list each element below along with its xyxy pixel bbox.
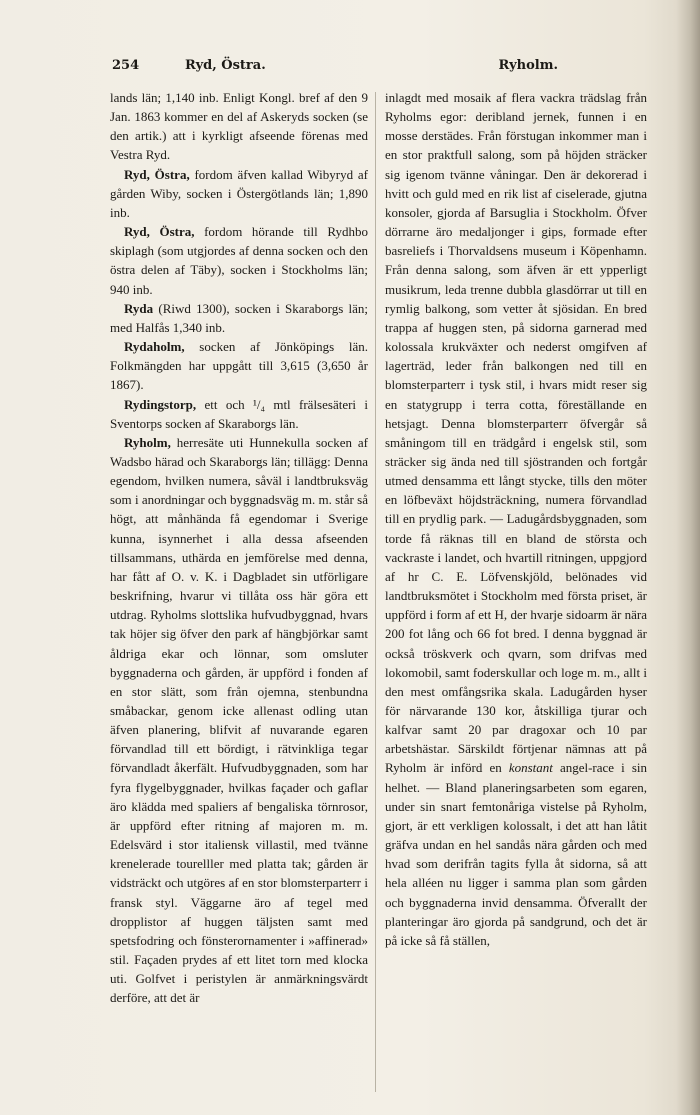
entry-ryd-ostra-1 [110,165,368,222]
entry-term: Rydingstorp, [124,396,197,412]
running-header [112,58,558,78]
entry-ryholm [110,433,368,1008]
left-column [110,88,368,1008]
paragraph-text: inlagdt med mosaik af flera vackra trädslag från Ryholms egor: deribland jernek, funnen i en mosse derstädes. Från förstugan inkommer man i en stor praktfull salong, som på höjden sträcker sig igenom tvänne våningar. Den är dekorerad i hvitt och guld med en rik list af ciselerade, gjutna konsoler, gjorda af Barsuglia i Stockholm. Öfver dörrarne äro medaljonger i gips, formade efter basreliefs i Thorvaldsens museum i Köpenhamn. Från denna salong, som äfven är ett ypperligt musikrum, leda trenne dubbla glasdörrar ut till en rymlig balkong, som vetter åt sjösidan. En bred trappa af huggen sten, på sidorna garnerad med kolossala krukväxter och nederst omgifven af lagerträd, leder från balkongen ned till en blomsterparterr i tysk stil, i hvars midt reser sig en statygrupp i terra cotta, föreställande en hetsjagt. Denna blomsterparterr öfvergår så småningom till en trädgård i engelsk stil, som sträcker sig ända ned till sjöstranden och fortgår utmed densamma ett långt stycke, tills den möter en löfbeväxt höjdsträckning, numera förvandlad till en prydlig park. — Ladugårdsbyggnaden, som torde få räknas till en bland de största och vackraste i landet, och hvartill ritningen, uppgjord af hr C. E. Löfvenskjöld, belönades vid landtbruksmötet i Stockholm med första priset, är uppförd i form af ett H, der hvarje sidoarm är nära 200 fot lång och 66 fot bred. I denna byggnad är också tröskverk och qvarn, som drifvas med lokomobil, samt foderskullar och loge m. m., allt i den mest omfångsrika skala. Ladugården hyser för närvarande 130 kor, åtskilliga tjurar och kalfvar samt 20 par dragoxar och 10 par arbetshästar. Särskildt förtjenar nämnas att på Ryholm är införd en [385,90,647,776]
continued-paragraph [385,88,647,950]
entry-term: Rydaholm, [124,339,185,355]
entry-rydaholm [110,337,368,394]
continued-paragraph: lands län; 1,140 inb. Enligt Kongl. bref af den 9 Jan. 1863 kommer en del af Askeryds socken (se den artik.) att i kyrkligt afseende förenas med Vestra Ryd. [110,90,368,163]
entry-text: fordom hörande till Rydhbo skiplagh (som utgjordes af denna socken och den östra delen af Täby), socken i Stockholms län; 940 inb. [110,224,368,297]
entry-text: herresäte uti Hunnekulla socken af Wadsbo härad och Skaraborgs län; tillägg: Denna egendom, hvilken numera, såväl i landtbruksväg som i anordningar och byggnadsväg m. m. står så högt, att månhända få egendomar i Sverige kunna, isynnerhet i alla dessa afseenden tillsammans, uthärda en jemförelse med denna, har fått af O. v. K. i Dagbladet sin utförligare beskrifning, hvarur vi tillåta oss här göra ett utdrag. Ryholms slottslika hufvudbyggnad, hvars tak höjer sig öfver den park af hängbjörkar samt åldriga ekar och lönnar, som omsluter byggnaderna och gården, är uppförd i fonden af en stor slätt, som från ojemna, stenbundna småbackar, genom icke allenast odling utan äfven planering, blifvit af nuvarande egaren förvandlad till ett bördigt, i rätvinkliga tegar förvandladt åkerfält. Hufvudbyggnaden, som har fyra flygelbyggnader, hvilkas façader och gaflar äro klädda med spaliers af bengaliska törnrosor, är uppförd efter ritning af majoren m. m. Edelsvärd i stor italiensk villastil, med tvänne krenelerade tourelller med platta tak; gården är vidsträckt och utgöres af en stor blomsterparterr i fransk styl. Väggarne äro af tegel med dropplistor af huggen täljsten samt med spetsfodring och fönsterornamenter i »affinerad» stil. Façaden prydes af ett litet torn med klocka uti. Golfvet i peristylen är anmärkningsvärdt derföre, att det är [110,434,368,1006]
entry-rydingstorp [110,395,368,433]
entry-term: Ryholm, [124,434,171,450]
entry-term: Ryd, Östra, [124,166,190,182]
entry-ryd-ostra-2 [110,222,368,299]
entry-text: (Riwd 1300), socken i Skaraborgs län; med Halfås 1,340 inb. [110,300,368,335]
entry-term: Ryd, Östra, [124,224,195,240]
entry-ryda [110,299,368,337]
entry-term: Ryda [124,300,154,316]
entry-text: socken af Jönköpings län. Folkmängden har uppgått till 3,615 (3,650 år 1867). [110,339,368,393]
entry-text: fordom äfven kallad Wibyryd af gården Wiby, socken i Östergötlands län; 1,890 inb. [110,166,368,220]
right-column [385,88,647,950]
right-running-head: Ryholm. [498,58,558,73]
page-number: 254 [112,58,140,73]
column-divider [375,92,376,1092]
entry-text: ett och ¹/₄ mtl frälsesäteri i Sventorps socken af Skaraborgs län. [110,396,368,431]
paragraph-text: angel-race i sin helhet. — Bland planeringsarbeten som egaren, under sin snart femtonåriga vistelse på Ryholm, gjort, är ett verkligen kolossalt, i det att han låtit gräfva undan en hel sandås nära gården och med hvad som derifrån tagits fylla åt sidorna, så att hela alléen nu ligger i samma plan som gården och byggnaderna invid densamma. Öfverallt der planteringar äro gjorda på sandgrund, och det är på icke så få ställen, [385,760,647,948]
left-running-head: Ryd, Östra. [185,58,266,73]
italic-word: konstant [508,760,553,776]
page-edge-shadow [676,0,700,1115]
